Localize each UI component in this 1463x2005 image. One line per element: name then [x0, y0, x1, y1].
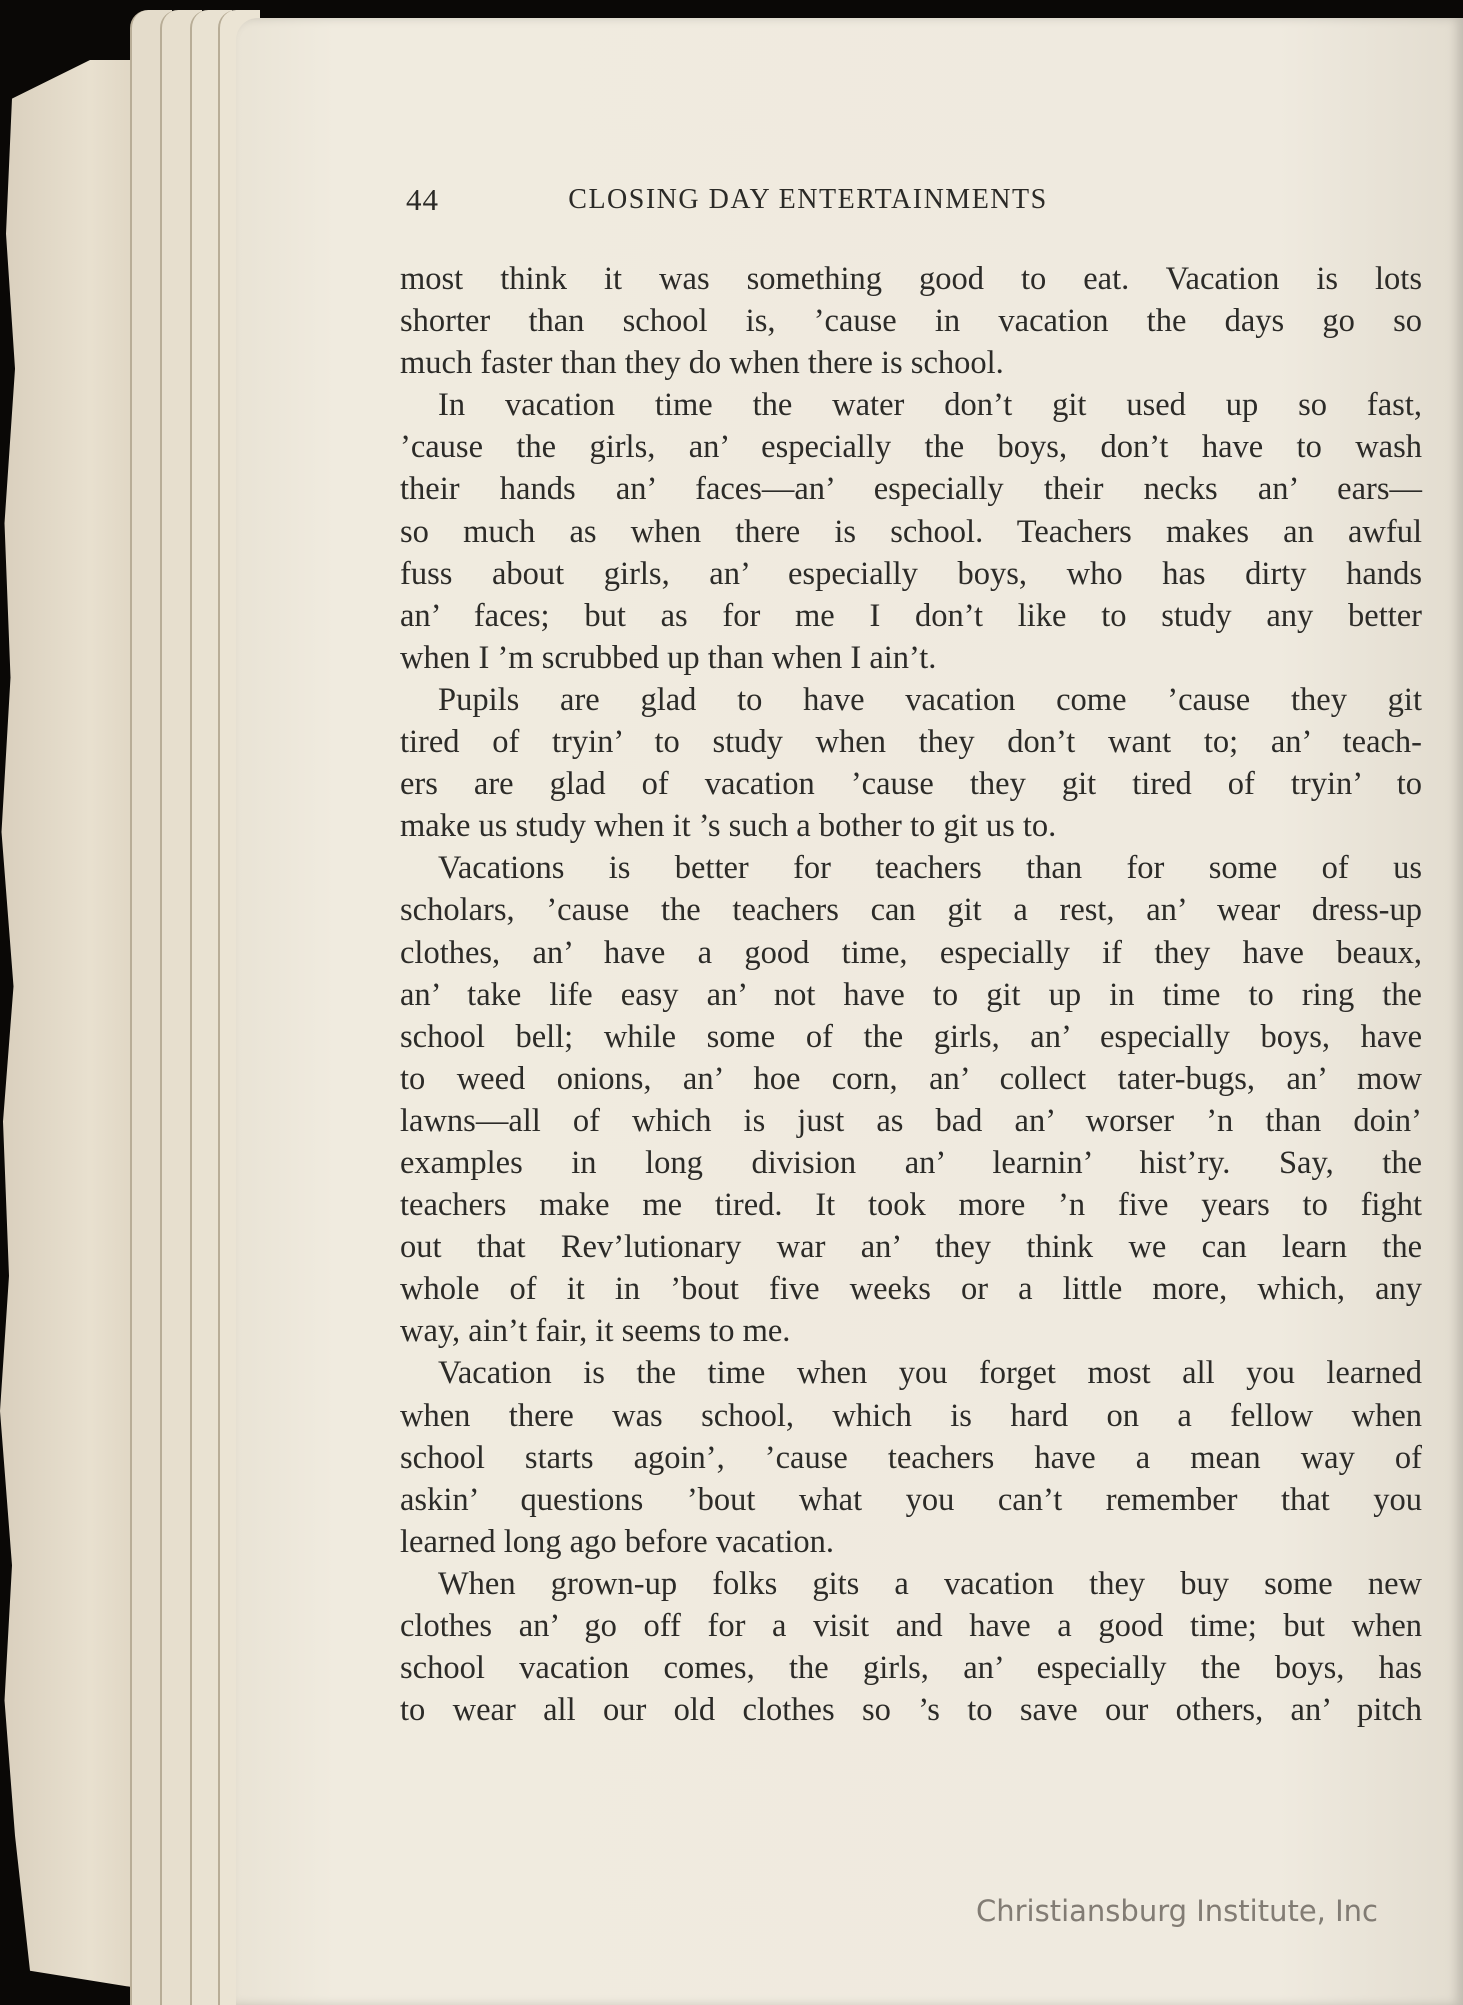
text-line: an’ faces; but as for me I don’t like to study any better	[400, 597, 1422, 634]
text-line: shorter than school is, ’cause in vacation the days go so	[400, 303, 1422, 340]
text-line: to wear all our old clothes so ’s to save our others, an’ pitch	[400, 1692, 1422, 1729]
text-line: examples in long division an’ learnin’ hist’ry. Say, the	[400, 1144, 1422, 1181]
text-line: school bell; while some of the girls, an’ especially boys, have	[400, 1018, 1422, 1055]
text-line: ers are glad of vacation ’cause they git tired of tryin’ to	[400, 766, 1422, 803]
text-line: askin’ questions ’bout what you can’t remember that you	[400, 1481, 1422, 1518]
text-line: In vacation time the water don’t git used up so fast,	[438, 387, 1422, 424]
watermark: Christiansburg Institute, Inc	[976, 1894, 1378, 1928]
text-line: ’cause the girls, an’ especially the boys, don’t have to wash	[400, 429, 1422, 466]
text-line: Pupils are glad to have vacation come ’cause they git	[438, 681, 1422, 718]
text-line: their hands an’ faces—an’ especially their necks an’ ears—	[400, 471, 1422, 508]
text-line: learned long ago before vacation.	[400, 1523, 835, 1560]
text-line: whole of it in ’bout five weeks or a little more, which, any	[400, 1271, 1422, 1308]
text-line: Vacations is better for teachers than for some of us	[438, 850, 1422, 887]
text-line: much faster than they do when there is school.	[400, 345, 1004, 382]
text-line: way, ain’t fair, it seems to me.	[400, 1313, 791, 1350]
text-line: clothes an’ go off for a visit and have a good time; but when	[400, 1608, 1422, 1644]
text-line: out that Rev’lutionary war an’ they think we can learn the	[400, 1229, 1422, 1266]
running-title: CLOSING DAY ENTERTAINMENTS	[568, 184, 1048, 215]
text-line: make us study when it ’s such a bother to git us to.	[400, 808, 1057, 845]
text-line: an’ take life easy an’ not have to git up in time to ring the	[400, 976, 1422, 1013]
text-line: when there was school, which is hard on a fellow when	[400, 1397, 1422, 1434]
torn-book-flap	[0, 60, 150, 1990]
text-line: tired of tryin’ to study when they don’t want to; an’ teach-	[400, 724, 1422, 761]
text-line: when I ’m scrubbed up than when I ain’t.	[400, 639, 937, 676]
text-line: so much as when there is school. Teachers makes an awful	[400, 513, 1422, 550]
text-line: fuss about girls, an’ especially boys, who has dirty hands	[400, 555, 1422, 592]
text-line: When grown-up folks gits a vacation they buy some new	[438, 1565, 1422, 1602]
text-line: most think it was something good to eat. Vacation is lots	[400, 261, 1422, 297]
body-text	[400, 258, 1422, 1731]
page-header	[406, 182, 1210, 222]
text-line: to weed onions, an’ hoe corn, an’ collect tater-bugs, an’ mow	[400, 1060, 1422, 1097]
text-line: Vacation is the time when you forget most all you learned	[438, 1355, 1422, 1392]
text-line: clothes, an’ have a good time, especially if they have beaux,	[400, 934, 1422, 971]
page-number: 44	[406, 182, 439, 217]
text-line: scholars, ’cause the teachers can git a rest, an’ wear dress-up	[400, 892, 1422, 929]
text-line: lawns—all of which is just as bad an’ worser ’n than doin’	[400, 1102, 1422, 1139]
text-line: school vacation comes, the girls, an’ especially the boys, has	[400, 1650, 1422, 1687]
text-line: school starts agoin’, ’cause teachers have a mean way of	[400, 1439, 1422, 1476]
text-line: teachers make me tired. It took more ’n five years to fight	[400, 1187, 1422, 1224]
